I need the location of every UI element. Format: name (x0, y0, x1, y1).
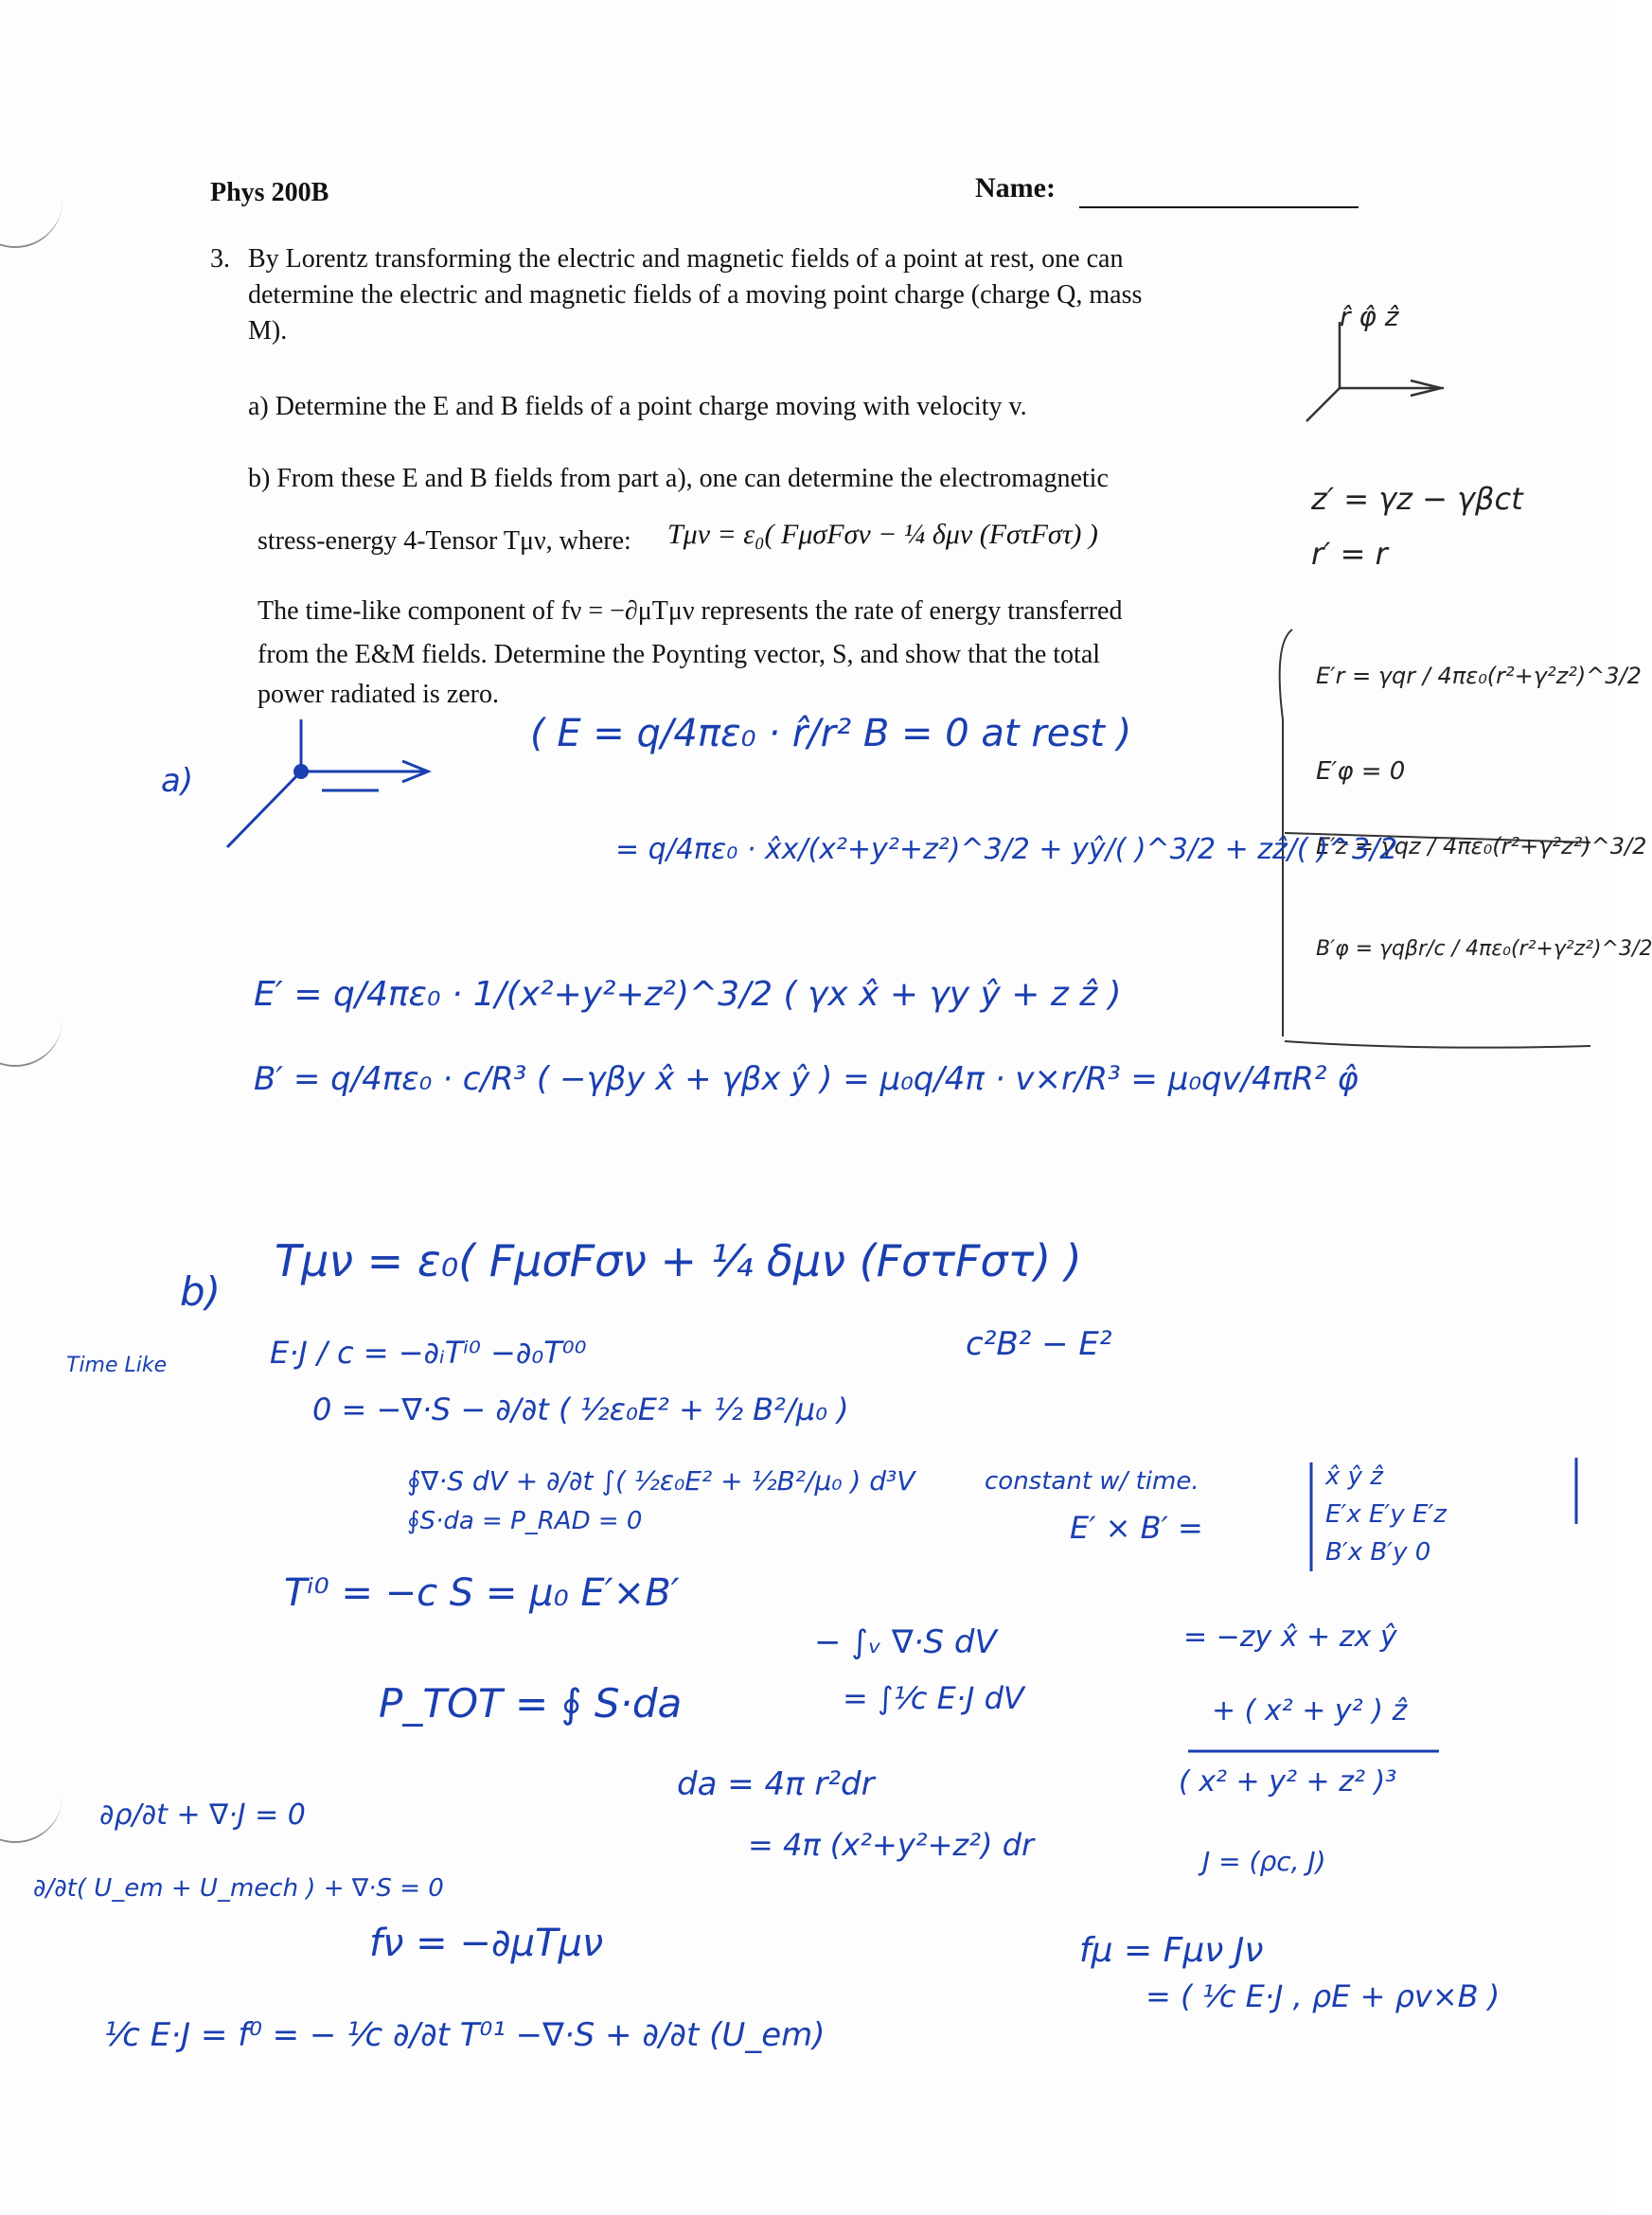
div-s-integral: − ∫ᵥ ∇·S dV (814, 1623, 997, 1661)
boxed-field-ephi: E′φ = 0 (1316, 757, 1406, 786)
continuity-eq: ∂ρ/∂t + ∇·J = 0 (99, 1799, 306, 1832)
matrix-row-b: B′x B′y 0 (1325, 1538, 1431, 1567)
tensor-note: c²B² − E² (966, 1325, 1112, 1363)
ej-divergence-eq: E·J / c = −∂ᵢTⁱ⁰ −∂₀T⁰⁰ (270, 1335, 587, 1371)
part-a-question: a) Determine the E and B fields of a point charge moving with velocity v. (248, 392, 1027, 421)
cross-result-line: = −zy x̂ + zx ŷ (1183, 1621, 1397, 1654)
cross-result-denominator: ( x² + y² + z² )³ (1179, 1765, 1397, 1799)
axes-labels: r̂ φ̂ ẑ (1340, 301, 1399, 332)
r-transform: r′ = r (1311, 536, 1388, 572)
timelike-text: The time-like component of fν = −∂μTμν represents the rate of energy transferred (258, 596, 1123, 626)
da-eq: da = 4π r²dr (677, 1765, 875, 1803)
constant-note: constant w/ time. (985, 1467, 1199, 1496)
f-mu-components: = ( ¹⁄c E·J , ρE + ρv×B ) (1146, 1978, 1501, 2014)
part-b-question: stress-energy 4-Tensor Tμν, where: (258, 526, 631, 556)
rest-fields-eq: ( E = q/4πε₀ · r̂/r² B = 0 at rest ) (530, 712, 1132, 755)
matrix-row-unit: x̂ ŷ ẑ (1325, 1462, 1383, 1491)
part-b-label: b) (180, 1268, 222, 1315)
force-density-eq: fν = −∂μTμν (369, 1922, 604, 1965)
time-like-label: Time Like (66, 1354, 168, 1377)
z-transform: z′ = γz − γβct (1311, 481, 1523, 517)
problem-number: 3. (210, 244, 230, 274)
boxed-field-bphi: B′φ = γqβr/c / 4πε₀(r²+γ²z²)^3/2 (1316, 937, 1652, 961)
problem-intro-line: By Lorentz transforming the electric and magnetic fields of a point at rest, one can (248, 244, 1124, 274)
cross-product-lhs: E′ × B′ = (1070, 1510, 1203, 1546)
tensor-eq: Tμν = ε₀( FμσFσν + ¼ δμν (FστFστ) ) (275, 1235, 1082, 1286)
bottom-energy-eq: ¹⁄c E·J = f⁰ = − ¹⁄c ∂/∂t T⁰¹ −∇·S + ∂/∂t (U_em) (104, 2016, 826, 2054)
cross-result-line: + ( x² + y² ) ẑ (1212, 1694, 1408, 1728)
boxed-field-er: E′r = γqr / 4πε₀(r²+γ²z²)^3/2 (1316, 663, 1642, 689)
rest-field-expansion: = q/4πε₀ · x̂x/(x²+y²+z²)^3/2 + yŷ/( )^3/2 + zẑ/( )^3/2 (615, 833, 1398, 866)
problem-intro-line: M). (248, 316, 288, 346)
matrix-row-e: E′x E′y E′z (1325, 1500, 1447, 1529)
timelike-text: from the E&M fields. Determine the Poynting vector, S, and show that the total (258, 640, 1101, 669)
four-current-eq: J = (ρc, J) (1202, 1846, 1326, 1877)
energy-conservation-eq: ∂/∂t( U_em + U_mech ) + ∇·S = 0 (33, 1874, 444, 1903)
ptot-eq: P_TOT = ∮ S·da (379, 1680, 683, 1727)
f-mu-eq: fμ = Fμν Jν (1079, 1931, 1264, 1970)
course-title: Phys 200B (210, 178, 329, 207)
da-expanded-eq: = 4π (x²+y²+z²) dr (748, 1827, 1035, 1863)
boxed-field-ez: E′z = γqz / 4πε₀(r²+γ²z²)^3/2 (1316, 833, 1647, 859)
integral-form-eq: ∮∇·S dV + ∂/∂t ∫( ½ε₀E² + ½B²/μ₀ ) d³V (407, 1465, 915, 1497)
part-a-label: a) (161, 762, 194, 800)
name-label: Name: (975, 172, 1056, 204)
e-prime-eq: E′ = q/4πε₀ · 1/(x²+y²+z²)^3/2 ( γx x̂ + γy ŷ + z ẑ ) (254, 975, 1122, 1014)
problem-intro-line: determine the electric and magnetic fields of a moving point charge (charge Q, mass (248, 280, 1143, 310)
poynting-theorem-eq: 0 = −∇·S − ∂/∂t ( ½ε₀E² + ½ B²/μ₀ ) (312, 1391, 849, 1427)
stress-energy-formula: Tμν = ε₀( FμσFσν − ¼ δμν (FστFστ) ) (667, 519, 1098, 550)
ptot-ej-eq: = ∫¹⁄c E·J dV (843, 1680, 1024, 1716)
t-i0-eq: Tⁱ⁰ = −c S = μ₀ E′×B′ (284, 1571, 680, 1615)
prad-eq: ∮S·da = P_RAD = 0 (407, 1507, 643, 1535)
timelike-text: power radiated is zero. (258, 680, 499, 709)
part-b-question: b) From these E and B fields from part a), one can determine the electromagnetic (248, 464, 1109, 493)
b-prime-eq: B′ = q/4πε₀ · c/R³ ( −γβy x̂ + γβx ŷ ) = μ₀q/4π · v×r/R³ = μ₀qv/4πR² φ̂ (254, 1060, 1359, 1098)
